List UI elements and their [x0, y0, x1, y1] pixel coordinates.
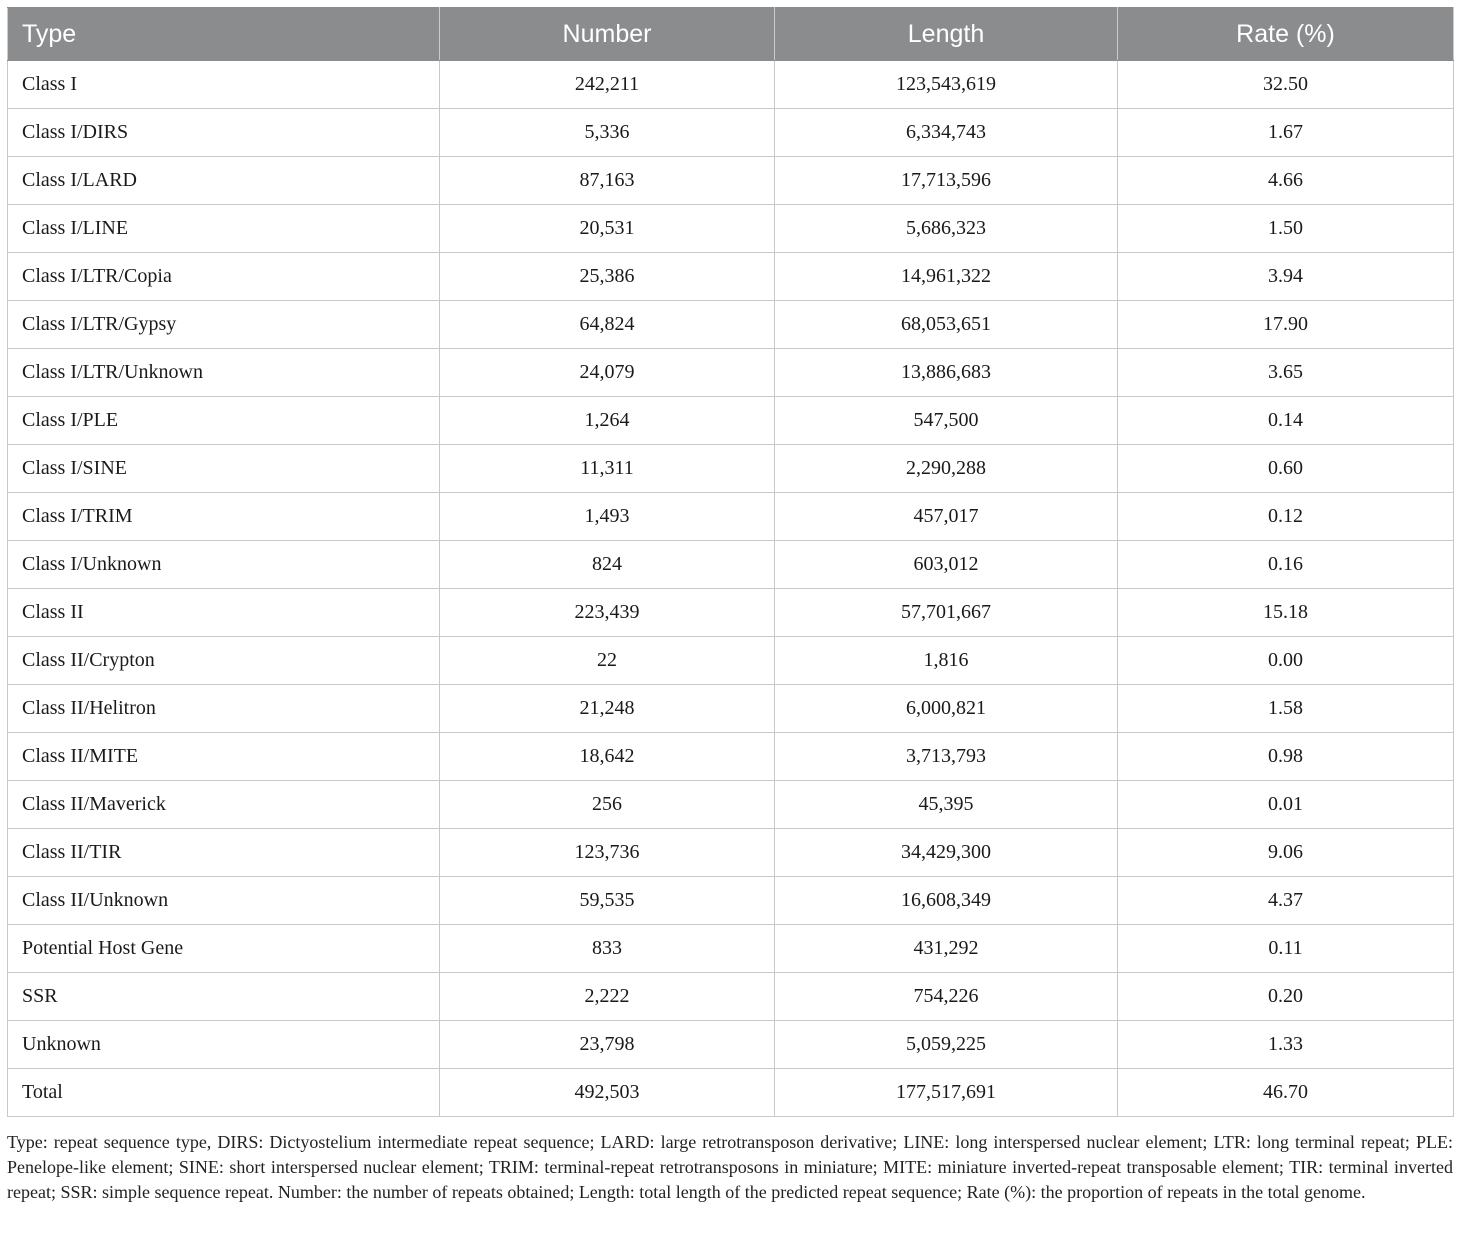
cell-length: 6,000,821: [775, 685, 1118, 733]
table-header: [8, 8, 1454, 61]
cell-type: Class II/Helitron: [8, 685, 440, 733]
cell-length: 13,886,683: [775, 349, 1118, 397]
cell-length: 6,334,743: [775, 109, 1118, 157]
cell-type: Class II/Maverick: [8, 781, 440, 829]
cell-type: Class I/Unknown: [8, 541, 440, 589]
cell-length: 3,713,793: [775, 733, 1118, 781]
cell-rate: 0.11: [1118, 925, 1454, 973]
table-row: [8, 541, 1454, 589]
table-row: [8, 1069, 1454, 1117]
cell-length: 34,429,300: [775, 829, 1118, 877]
cell-length: 14,961,322: [775, 253, 1118, 301]
cell-length: 5,059,225: [775, 1021, 1118, 1069]
cell-rate: 9.06: [1118, 829, 1454, 877]
cell-type: Class I/LTR/Unknown: [8, 349, 440, 397]
cell-number: 833: [440, 925, 775, 973]
cell-length: 57,701,667: [775, 589, 1118, 637]
header-number: Number: [440, 8, 775, 61]
cell-rate: 3.65: [1118, 349, 1454, 397]
cell-number: 123,736: [440, 829, 775, 877]
repeat-table-container: [7, 7, 1453, 1117]
table-row: [8, 445, 1454, 493]
cell-type: Class II/Crypton: [8, 637, 440, 685]
cell-length: 17,713,596: [775, 157, 1118, 205]
cell-type: Class I/LINE: [8, 205, 440, 253]
cell-type: Class I/LTR/Gypsy: [8, 301, 440, 349]
cell-number: 223,439: [440, 589, 775, 637]
cell-number: 64,824: [440, 301, 775, 349]
cell-type: Class II: [8, 589, 440, 637]
cell-rate: 17.90: [1118, 301, 1454, 349]
cell-number: 824: [440, 541, 775, 589]
cell-rate: 0.14: [1118, 397, 1454, 445]
cell-rate: 46.70: [1118, 1069, 1454, 1117]
cell-type: Class II/MITE: [8, 733, 440, 781]
cell-rate: 0.98: [1118, 733, 1454, 781]
cell-rate: 3.94: [1118, 253, 1454, 301]
cell-length: 547,500: [775, 397, 1118, 445]
cell-rate: 0.01: [1118, 781, 1454, 829]
cell-rate: 0.16: [1118, 541, 1454, 589]
table-row: [8, 589, 1454, 637]
cell-number: 25,386: [440, 253, 775, 301]
cell-type: Class I/PLE: [8, 397, 440, 445]
cell-rate: 1.50: [1118, 205, 1454, 253]
cell-length: 123,543,619: [775, 61, 1118, 109]
cell-type: Class I: [8, 61, 440, 109]
cell-rate: 0.00: [1118, 637, 1454, 685]
cell-rate: 0.60: [1118, 445, 1454, 493]
cell-number: 1,493: [440, 493, 775, 541]
table-row: [8, 637, 1454, 685]
cell-rate: 4.37: [1118, 877, 1454, 925]
cell-type: Class II/Unknown: [8, 877, 440, 925]
header-row: [8, 8, 1454, 61]
cell-type: Total: [8, 1069, 440, 1117]
cell-number: 24,079: [440, 349, 775, 397]
cell-length: 177,517,691: [775, 1069, 1118, 1117]
cell-number: 2,222: [440, 973, 775, 1021]
cell-number: 11,311: [440, 445, 775, 493]
cell-rate: 15.18: [1118, 589, 1454, 637]
cell-number: 59,535: [440, 877, 775, 925]
table-row: [8, 253, 1454, 301]
cell-number: 1,264: [440, 397, 775, 445]
cell-length: 431,292: [775, 925, 1118, 973]
cell-number: 22: [440, 637, 775, 685]
cell-number: 492,503: [440, 1069, 775, 1117]
table-footnote: Type: repeat sequence type, DIRS: Dictyostelium intermediate repeat sequence; LARD: large retrotransposon derivative; LINE: long interspersed nuclear element; LTR: long terminal repeat; PLE: Penelope-like element; SINE: short interspersed nuclear element; TRIM: terminal-repeat retrotransposons in miniature; MITE: miniature inverted-repeat transposable element; TIR: terminal inverted repeat; SSR: simple sequence repeat. Number: the number of repeats obtained; Length: total length of the predicted repeat sequence; Rate (%): the proportion of repeats in the total genome.: [7, 1132, 1453, 1202]
table-row: [8, 61, 1454, 109]
cell-length: 5,686,323: [775, 205, 1118, 253]
table-row: [8, 493, 1454, 541]
cell-type: SSR: [8, 973, 440, 1021]
cell-number: 20,531: [440, 205, 775, 253]
cell-type: Class I/DIRS: [8, 109, 440, 157]
cell-type: Class I/SINE: [8, 445, 440, 493]
cell-rate: 1.58: [1118, 685, 1454, 733]
table-row: [8, 733, 1454, 781]
cell-rate: 4.66: [1118, 157, 1454, 205]
table-row: [8, 349, 1454, 397]
cell-rate: 1.67: [1118, 109, 1454, 157]
cell-number: 5,336: [440, 109, 775, 157]
table-row: [8, 301, 1454, 349]
header-type: Type: [8, 8, 440, 61]
table-row: [8, 973, 1454, 1021]
cell-number: 23,798: [440, 1021, 775, 1069]
header-length: Length: [775, 8, 1118, 61]
table-row: [8, 1021, 1454, 1069]
table-body: [8, 61, 1454, 1117]
cell-type: Class I/TRIM: [8, 493, 440, 541]
cell-type: Potential Host Gene: [8, 925, 440, 973]
cell-length: 2,290,288: [775, 445, 1118, 493]
table-row: [8, 829, 1454, 877]
cell-type: Class II/TIR: [8, 829, 440, 877]
table-row: [8, 781, 1454, 829]
cell-length: 45,395: [775, 781, 1118, 829]
table-row: [8, 157, 1454, 205]
cell-number: 87,163: [440, 157, 775, 205]
table-row: [8, 397, 1454, 445]
cell-length: 457,017: [775, 493, 1118, 541]
table-row: [8, 877, 1454, 925]
cell-rate: 0.12: [1118, 493, 1454, 541]
cell-length: 16,608,349: [775, 877, 1118, 925]
cell-length: 1,816: [775, 637, 1118, 685]
table-row: [8, 109, 1454, 157]
cell-rate: 0.20: [1118, 973, 1454, 1021]
cell-number: 21,248: [440, 685, 775, 733]
cell-type: Unknown: [8, 1021, 440, 1069]
cell-rate: 32.50: [1118, 61, 1454, 109]
table-row: [8, 925, 1454, 973]
cell-length: 68,053,651: [775, 301, 1118, 349]
header-rate: Rate (%): [1118, 8, 1454, 61]
cell-number: 18,642: [440, 733, 775, 781]
cell-length: 603,012: [775, 541, 1118, 589]
cell-number: 256: [440, 781, 775, 829]
cell-length: 754,226: [775, 973, 1118, 1021]
cell-number: 242,211: [440, 61, 775, 109]
table-row: [8, 685, 1454, 733]
cell-type: Class I/LTR/Copia: [8, 253, 440, 301]
cell-type: Class I/LARD: [8, 157, 440, 205]
table-row: [8, 205, 1454, 253]
repeat-sequence-table: [7, 7, 1454, 1117]
cell-rate: 1.33: [1118, 1021, 1454, 1069]
